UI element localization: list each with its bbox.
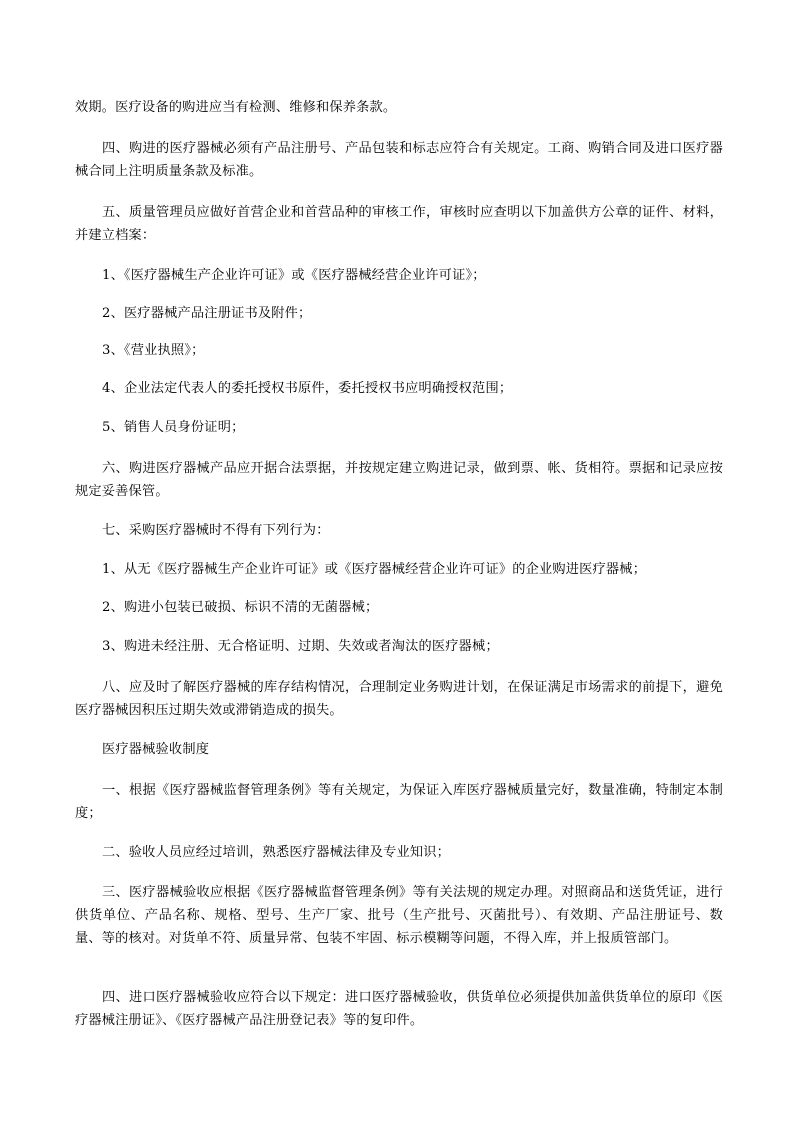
paragraph-4: 1、《医疗器械生产企业许可证》或《医疗器械经营企业许可证》； xyxy=(102,268,486,283)
paragraph-7: 4、企业法定代表人的委托授权书原件，委托授权书应明确授权范围； xyxy=(102,381,513,396)
paragraph-5: 2、医疗器械产品注册证书及附件； xyxy=(102,306,312,321)
paragraph-10: 七、采购医疗器械时不得有下列行为： xyxy=(102,523,330,538)
paragraph-14: 八、应及时了解医疗器械的库存结构情况，合理制定业务购进计划，在保证满足市场需求的前提下，避免医疗器械因积压过期失效或滞销造成的损失。 xyxy=(75,680,723,718)
paragraph-9: 六、购进医疗器械产品应开据合法票据，并按规定建立购进记录，做到票、帐、货相符。票据和记录应按规定妥善保管。 xyxy=(75,461,723,499)
section-heading: 医疗器械验收制度 xyxy=(102,742,210,757)
paragraph-12: 2、购进小包装已破损、标识不清的无菌器械； xyxy=(102,600,379,615)
paragraph-6: 3、《营业执照》； xyxy=(102,343,205,358)
paragraph-15: 一、根据《医疗器械监督管理条例》等有关规定，为保证入库医疗器械质量完好，数量准确，特制定本制度； xyxy=(75,783,723,821)
paragraph-8: 5、销售人员身份证明； xyxy=(102,420,245,435)
paragraph-11: 1、从无《医疗器械生产企业许可证》或《医疗器械经营企业许可证》的企业购进医疗器械； xyxy=(102,562,647,577)
paragraph-18: 四、进口医疗器械验收应符合以下规定：进口医疗器械验收，供货单位必须提供加盖供货单位的原印《医疗器械注册证》、《医疗器械产品注册登记表》等的复印件。 xyxy=(75,990,723,1028)
paragraph-13: 3、购进未经注册、无合格证明、过期、失效或者淘汰的医疗器械； xyxy=(102,639,499,654)
paragraph-2: 四、购进的医疗器械必须有产品注册号、产品包装和标志应符合有关规定。工商、购销合同及进口医疗器械合同上注明质量条款及标准。 xyxy=(75,141,723,179)
paragraph-16: 二、验收人员应经过培训，熟悉医疗器械法律及专业知识； xyxy=(102,845,451,860)
paragraph-1: 效期。医疗设备的购进应当有检测、维修和保养条款。 xyxy=(75,100,397,115)
paragraph-17: 三、医疗器械验收应根据《医疗器械监督管理条例》等有关法规的规定办理。对照商品和送货凭证，进行供货单位、产品名称、规格、型号、生产厂家、批号（生产批号、灭菌批号）、有效期、产品注册证号、数量、等的核对。对货单不符、质量异常、包装不牢固、标示模糊等问题，不得入库，并上报质管部门。 xyxy=(75,885,723,946)
paragraph-3: 五、质量管理员应做好首营企业和首营品种的审核工作，审核时应查明以下加盖供方公章的证件、材料，并建立档案： xyxy=(75,205,723,243)
